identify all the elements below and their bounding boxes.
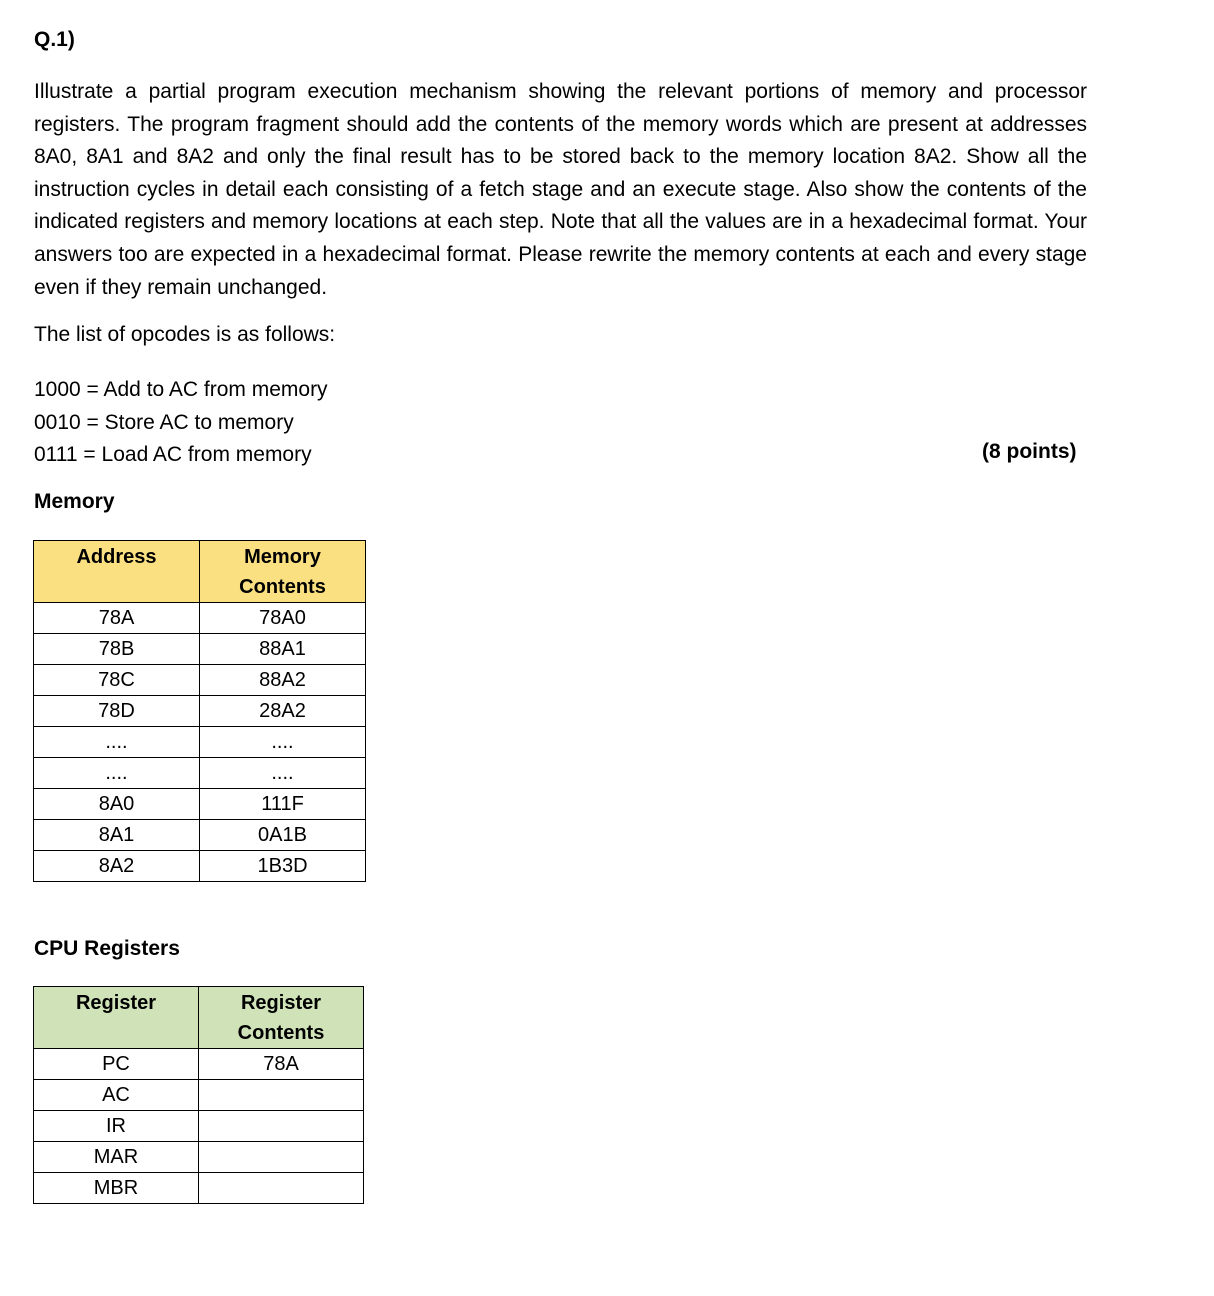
points-label: (8 points) xyxy=(982,440,1077,463)
register-contents-cell xyxy=(199,1111,364,1142)
table-row xyxy=(34,727,366,758)
memory-contents-cell: .... xyxy=(200,758,366,789)
question-label: Q.1) xyxy=(34,28,75,51)
register-contents-cell: 78A xyxy=(199,1049,364,1080)
register-contents-cell xyxy=(199,1080,364,1111)
opcode-item: 0111 = Load AC from memory xyxy=(34,443,312,467)
memory-address-cell: 8A0 xyxy=(34,789,200,820)
opcode-item: 1000 = Add to AC from memory xyxy=(34,378,328,401)
memory-title: Memory xyxy=(34,490,115,513)
memory-contents-cell: 111F xyxy=(200,789,366,820)
memory-address-cell: 78D xyxy=(34,696,200,727)
register-table xyxy=(33,986,364,1204)
table-row xyxy=(34,1173,364,1204)
memory-contents-cell: 88A1 xyxy=(200,634,366,665)
table-row xyxy=(34,1049,364,1080)
table-row xyxy=(34,851,366,882)
memory-address-cell: 8A1 xyxy=(34,820,200,851)
opcode-item: 0010 = Store AC to memory xyxy=(34,410,294,434)
memory-header-address: Address xyxy=(34,541,200,603)
memory-address-cell: 8A2 xyxy=(34,851,200,882)
table-row xyxy=(34,789,366,820)
register-header-name: Register xyxy=(34,987,199,1049)
table-row xyxy=(34,634,366,665)
memory-address-cell: .... xyxy=(34,758,200,789)
opcode-list xyxy=(34,374,328,472)
memory-table xyxy=(33,540,366,882)
registers-title: CPU Registers xyxy=(34,937,180,960)
register-name-cell: IR xyxy=(34,1111,199,1142)
table-row xyxy=(34,1111,364,1142)
question-text: Illustrate a partial program execution mechanism showing the relevant portions of memory and processor registers. The program fragment should add the contents of the memory words which are present at addresses 8A0, 8A1 and 8A2 and only the final result has to be stored back to the memory location 8A2. Show all the instruction cycles in detail each consisting of a fetch stage and an execute stage. Also show the contents of the indicated registers and memory locations at each step. Note that all the values are in a hexadecimal format. Your answers too are expected in a hexadecimal format. Please rewrite the memory contents at each and every stage even if they remain unchanged. xyxy=(34,80,1087,299)
memory-contents-cell: 0A1B xyxy=(200,820,366,851)
table-row xyxy=(34,665,366,696)
register-header-contents: Register Contents xyxy=(199,987,364,1049)
opcode-intro: The list of opcodes is as follows: xyxy=(34,323,336,346)
memory-contents-cell: 28A2 xyxy=(200,696,366,727)
memory-address-cell: 78C xyxy=(34,665,200,696)
table-row xyxy=(34,603,366,634)
memory-contents-cell: 1B3D xyxy=(200,851,366,882)
register-name-cell: PC xyxy=(34,1049,199,1080)
register-name-cell: MBR xyxy=(34,1173,199,1204)
table-row xyxy=(34,1080,364,1111)
memory-contents-cell: .... xyxy=(200,727,366,758)
memory-address-cell: .... xyxy=(34,727,200,758)
memory-contents-cell: 88A2 xyxy=(200,665,366,696)
table-row xyxy=(34,758,366,789)
memory-contents-cell: 78A0 xyxy=(200,603,366,634)
register-contents-cell xyxy=(199,1142,364,1173)
memory-address-cell: 78A xyxy=(34,603,200,634)
register-name-cell: MAR xyxy=(34,1142,199,1173)
table-row xyxy=(34,820,366,851)
memory-header-contents: Memory Contents xyxy=(200,541,366,603)
table-row xyxy=(34,1142,364,1173)
memory-address-cell: 78B xyxy=(34,634,200,665)
register-name-cell: AC xyxy=(34,1080,199,1111)
table-row xyxy=(34,696,366,727)
register-contents-cell xyxy=(199,1173,364,1204)
